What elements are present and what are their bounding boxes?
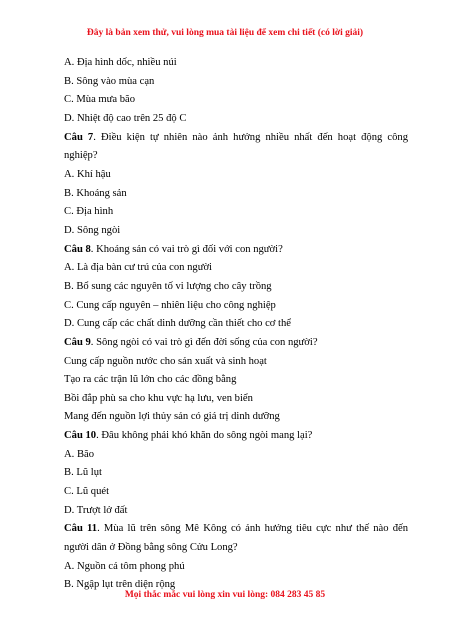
question-8 bbox=[64, 241, 408, 260]
option-d: D. Nhiệt độ cao trên 25 độ C bbox=[64, 112, 187, 124]
option-line: Cung cấp nguồn nước cho sản xuất và sinh hoạt bbox=[64, 355, 267, 367]
question-label: Câu 7 bbox=[64, 131, 94, 143]
question-text: . Mùa lũ trên sông Mê Kông có ảnh hưởng tiêu cực như thế nào đến người dân ở Đồng bằng sông Cửu Long? bbox=[64, 523, 409, 554]
option-b: B. Lũ lụt bbox=[64, 467, 102, 479]
question-label: Câu 8 bbox=[64, 243, 91, 255]
option-b: B. Khoáng sản bbox=[64, 187, 127, 199]
question-text: . Khoáng sản có vai trò gì đối với con người? bbox=[90, 243, 283, 255]
option-c: C. Cung cấp nguyên – nhiên liệu cho công nghiệp bbox=[64, 299, 276, 311]
option-a: A. Bão bbox=[64, 448, 95, 460]
option-c: C. Địa hình bbox=[64, 206, 114, 218]
question-10 bbox=[64, 427, 408, 446]
option-b: B. Sông vào mùa cạn bbox=[64, 75, 155, 87]
option-b: B. Bổ sung các nguyên tố vi lượng cho cây trồng bbox=[64, 280, 272, 292]
option-line: Bồi đắp phù sa cho khu vực hạ lưu, ven biển bbox=[64, 392, 253, 404]
question-7 bbox=[64, 129, 408, 166]
option-d: D. Trượt lở đất bbox=[64, 504, 128, 516]
option-line: Mang đến nguồn lợi thủy sản có giá trị dinh dưỡng bbox=[64, 411, 280, 423]
question-9 bbox=[64, 334, 408, 353]
question-label: Câu 9 bbox=[64, 336, 91, 348]
option-a: A. Là địa bàn cư trú của con người bbox=[64, 262, 212, 274]
option-d: D. Cung cấp các chất dinh dưỡng cần thiết cho cơ thể bbox=[64, 318, 291, 330]
document-body bbox=[64, 54, 408, 595]
option-d: D. Sông ngòi bbox=[64, 224, 121, 236]
question-text: . Đâu không phải khó khăn do sông ngòi mang lại? bbox=[96, 430, 313, 442]
question-label: Câu 11 bbox=[64, 523, 98, 535]
option-a: A. Nguồn cá tôm phong phú bbox=[64, 560, 185, 572]
option-c: C. Mùa mưa bão bbox=[64, 94, 136, 106]
option-a: A. Khí hậu bbox=[64, 168, 111, 180]
question-text: . Điều kiện tự nhiên nào ảnh hưởng nhiều nhất đến hoạt động công nghiệp? bbox=[64, 131, 408, 162]
question-text: . Sông ngòi có vai trò gì đến đời sống của con người? bbox=[90, 336, 318, 348]
question-label: Câu 10 bbox=[64, 430, 97, 442]
option-b: B. Ngập lụt trên diện rộng bbox=[64, 579, 176, 591]
option-a: A. Địa hình dốc, nhiều núi bbox=[64, 57, 177, 68]
option-line: Tạo ra các trận lũ lớn cho các đồng bằng bbox=[64, 374, 237, 386]
preview-notice-banner: Đây là bản xem thử, vui lòng mua tài liệu để xem chi tiết (có lời giải) bbox=[86, 28, 364, 38]
option-c: C. Lũ quét bbox=[64, 486, 110, 498]
contact-notice-banner: Mọi thắc mắc vui lòng xin vui lòng: 084 283 45 85 bbox=[124, 590, 326, 600]
question-11 bbox=[64, 520, 408, 557]
